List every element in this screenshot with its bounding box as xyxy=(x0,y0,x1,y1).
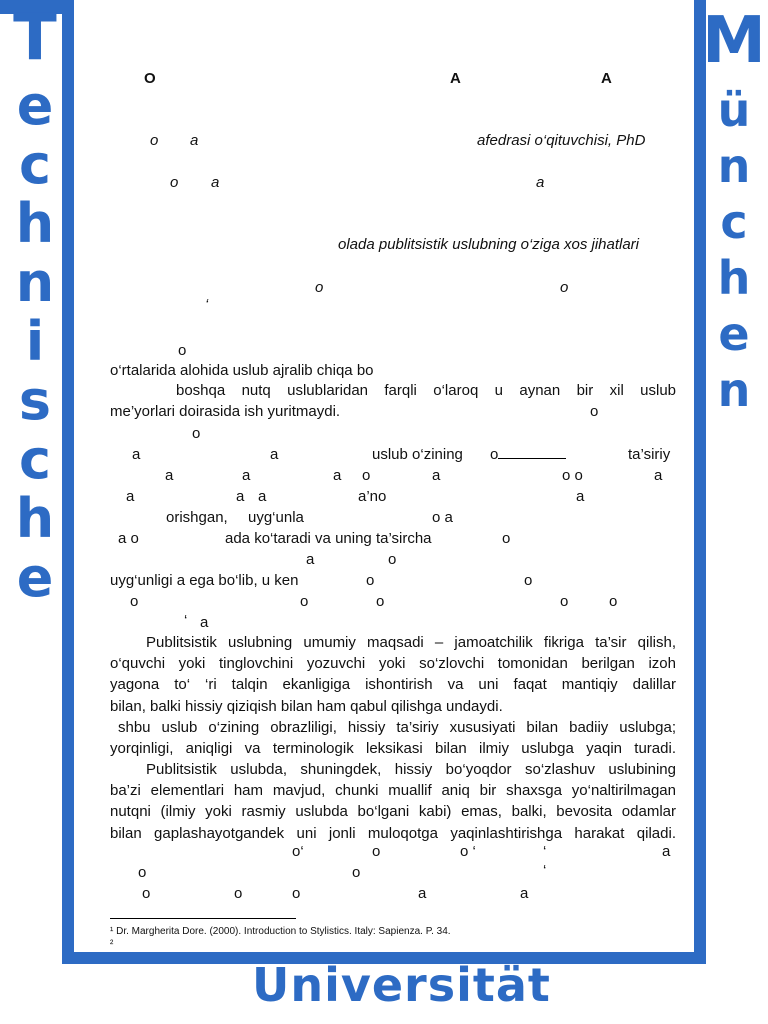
intro-fragment: o xyxy=(590,403,599,420)
text-fragment: o xyxy=(502,530,511,547)
text-fragment: ada ko‘taradi va uning ta’sircha xyxy=(225,530,432,547)
watermark-technische xyxy=(0,0,70,607)
watermark-right-letter: c xyxy=(720,195,748,249)
watermark-right-letter: M xyxy=(702,4,766,78)
text-fragment: o xyxy=(372,843,381,860)
author-fragment: a xyxy=(536,174,545,191)
text-fragment: a xyxy=(126,488,135,505)
text-fragment: a xyxy=(662,843,671,860)
author-fragment: a xyxy=(190,132,199,149)
text-fragment: o xyxy=(362,467,371,484)
watermark-right-letter: ü xyxy=(717,83,751,137)
body-paragraph-1 xyxy=(110,632,676,717)
text-fragment: orishgan, xyxy=(166,509,228,526)
watermark-left-letter: n xyxy=(15,251,55,314)
intro-fragment: o xyxy=(192,425,201,442)
author-fragment: a xyxy=(211,174,220,191)
abstract-fragment: o xyxy=(315,279,324,296)
text-fragment: o xyxy=(352,864,361,881)
text-fragment: o a xyxy=(432,509,453,526)
underline-blank xyxy=(498,446,566,459)
text-fragment: a xyxy=(333,467,342,484)
text-fragment: o xyxy=(130,593,139,610)
text-fragment: o xyxy=(292,885,301,902)
abstract-fragment: ‘ xyxy=(205,296,209,313)
watermark-left-letter: e xyxy=(16,74,54,137)
paragraph-line: Publitsistik uslubda, shuningdek, hissiy bo‘yoqdor so‘zlashuv uslubining xyxy=(146,761,676,778)
watermark-left-letter: h xyxy=(15,192,55,255)
text-fragment: o ‘ xyxy=(460,843,476,860)
text-fragment: uyg‘unla xyxy=(248,509,304,526)
paragraph-line: ba’zi elementlari ham mavjud, chunki muallif aniq bir shaxsga yo‘naltirilmagan xyxy=(110,782,676,800)
text-fragment: a xyxy=(132,446,141,463)
heading-fragment: O xyxy=(144,70,156,87)
watermark-left-letter: c xyxy=(18,133,51,196)
article-title: olada publitsistik uslubning o‘ziga xos jihatlari xyxy=(338,236,640,253)
text-fragment: ‘ xyxy=(184,612,188,629)
intro-line: o‘rtalarida alohida uslub ajralib chiqa bo xyxy=(110,362,374,379)
intro-line: boshqa nutq uslublaridan farqli o‘laroq u aynan bir xil uslub xyxy=(176,382,676,399)
author-affiliation: afedrasi o‘qituvchisi, PhD xyxy=(477,132,646,149)
text-fragment: a xyxy=(236,488,245,505)
text-fragment: a xyxy=(306,551,315,568)
watermark-right-letter: h xyxy=(717,251,751,305)
body-paragraph-3 xyxy=(110,759,676,844)
watermark-right-letter: n xyxy=(717,139,751,193)
text-fragment: ‘ xyxy=(543,862,547,879)
paragraph-line: shbu uslub o‘zining obrazliligi, hissiy ta’siriy xususiyati bilan badiiy uslubga; xyxy=(118,719,676,736)
text-fragment: o xyxy=(524,572,533,589)
paragraph-line: bilan gaplashayotgandek uni jonli muloqotga yaqinlashtirishga harakat qiladi. xyxy=(110,824,676,842)
paragraph-line: yorqinligi, aniqligi va terminologik leksikasi bilan ilmiy uslubga yaqin turadi. xyxy=(110,740,676,758)
text-fragment: a xyxy=(576,488,585,505)
text-fragment: a xyxy=(654,467,663,484)
watermark-left-letter: c xyxy=(18,428,51,491)
text-fragment: a xyxy=(258,488,267,505)
text-fragment: o xyxy=(234,885,243,902)
watermark-left-letter: i xyxy=(25,310,45,373)
text-fragment: a xyxy=(200,614,209,631)
text-fragment: uslub o‘zining xyxy=(372,446,463,463)
watermark-universitat: Universität xyxy=(252,958,551,1012)
text-fragment: a xyxy=(418,885,427,902)
paragraph-line: nutqni (ilmiy yoki rasmiy uslubda bo‘lgani kabi) emas, balki, bevosita odamlar xyxy=(110,803,676,821)
text-fragment: o o xyxy=(562,467,583,484)
watermark-left-letter: s xyxy=(18,369,52,432)
text-fragment: o xyxy=(142,885,151,902)
heading-fragment: A xyxy=(450,70,461,87)
text-fragment: o xyxy=(138,864,147,881)
text-fragment: o xyxy=(388,551,397,568)
text-fragment: ta’siriy xyxy=(628,446,671,463)
footnote-1: ¹ Dr. Margherita Dore. (2000). Introduction to Stylistics. Italy: Sapienza. P. 34. xyxy=(110,926,451,937)
text-fragment: o‘ xyxy=(292,843,304,860)
text-fragment: uyg‘unligi a ega bo‘lib, u ken xyxy=(110,572,299,589)
text-fragment: a xyxy=(165,467,174,484)
intro-fragment: o xyxy=(178,342,187,359)
footnote-divider xyxy=(110,918,296,919)
watermark-munchen xyxy=(700,0,768,418)
text-fragment: o xyxy=(490,446,566,464)
paragraph-line: o‘quvchi yoki tinglovchini yozuvchi yoki so‘zlovchi tomonidan berilgan izoh xyxy=(110,655,676,673)
text-fragment: a xyxy=(432,467,441,484)
text-fragment: ‘ xyxy=(543,843,547,860)
watermark-right-letter: e xyxy=(718,307,750,361)
paragraph-line: Publitsistik uslubning umumiy maqsadi – jamoatchilik fikriga ta’sir qilish, xyxy=(146,634,676,651)
watermark-left-letter: e xyxy=(16,546,54,609)
text-fragment: a xyxy=(242,467,251,484)
watermark-left-letter: T xyxy=(13,1,57,75)
text-fragment: o xyxy=(609,593,618,610)
text-fragment: a’no xyxy=(358,488,387,505)
body-paragraph-2 xyxy=(110,717,676,759)
intro-line: me’yorlari doirasida ish yuritmaydi. xyxy=(110,403,341,420)
watermark-right-letter: n xyxy=(717,363,751,417)
paragraph-line: yagona to‘ ‘ri talqin ekanligiga ishontirish va uni faqat mantiqiy dalillar xyxy=(110,676,676,694)
text-fragment: o xyxy=(376,593,385,610)
text-fragment: a xyxy=(520,885,529,902)
paragraph-line: bilan, balki hissiy qiziqish bilan ham qabul qilishga undaydi. xyxy=(110,697,503,715)
footnote-2: ² xyxy=(110,939,114,950)
author-fragment: o xyxy=(170,174,179,191)
abstract-fragment: o xyxy=(560,279,569,296)
author-fragment: o xyxy=(150,132,159,149)
watermark-left-letter: h xyxy=(15,487,55,550)
text-fragment: o xyxy=(366,572,375,589)
text-fragment: a o xyxy=(118,530,139,547)
heading-fragment: A xyxy=(601,70,612,87)
text-fragment: o xyxy=(300,593,309,610)
text-fragment: o xyxy=(560,593,569,610)
text-fragment: a xyxy=(270,446,279,463)
